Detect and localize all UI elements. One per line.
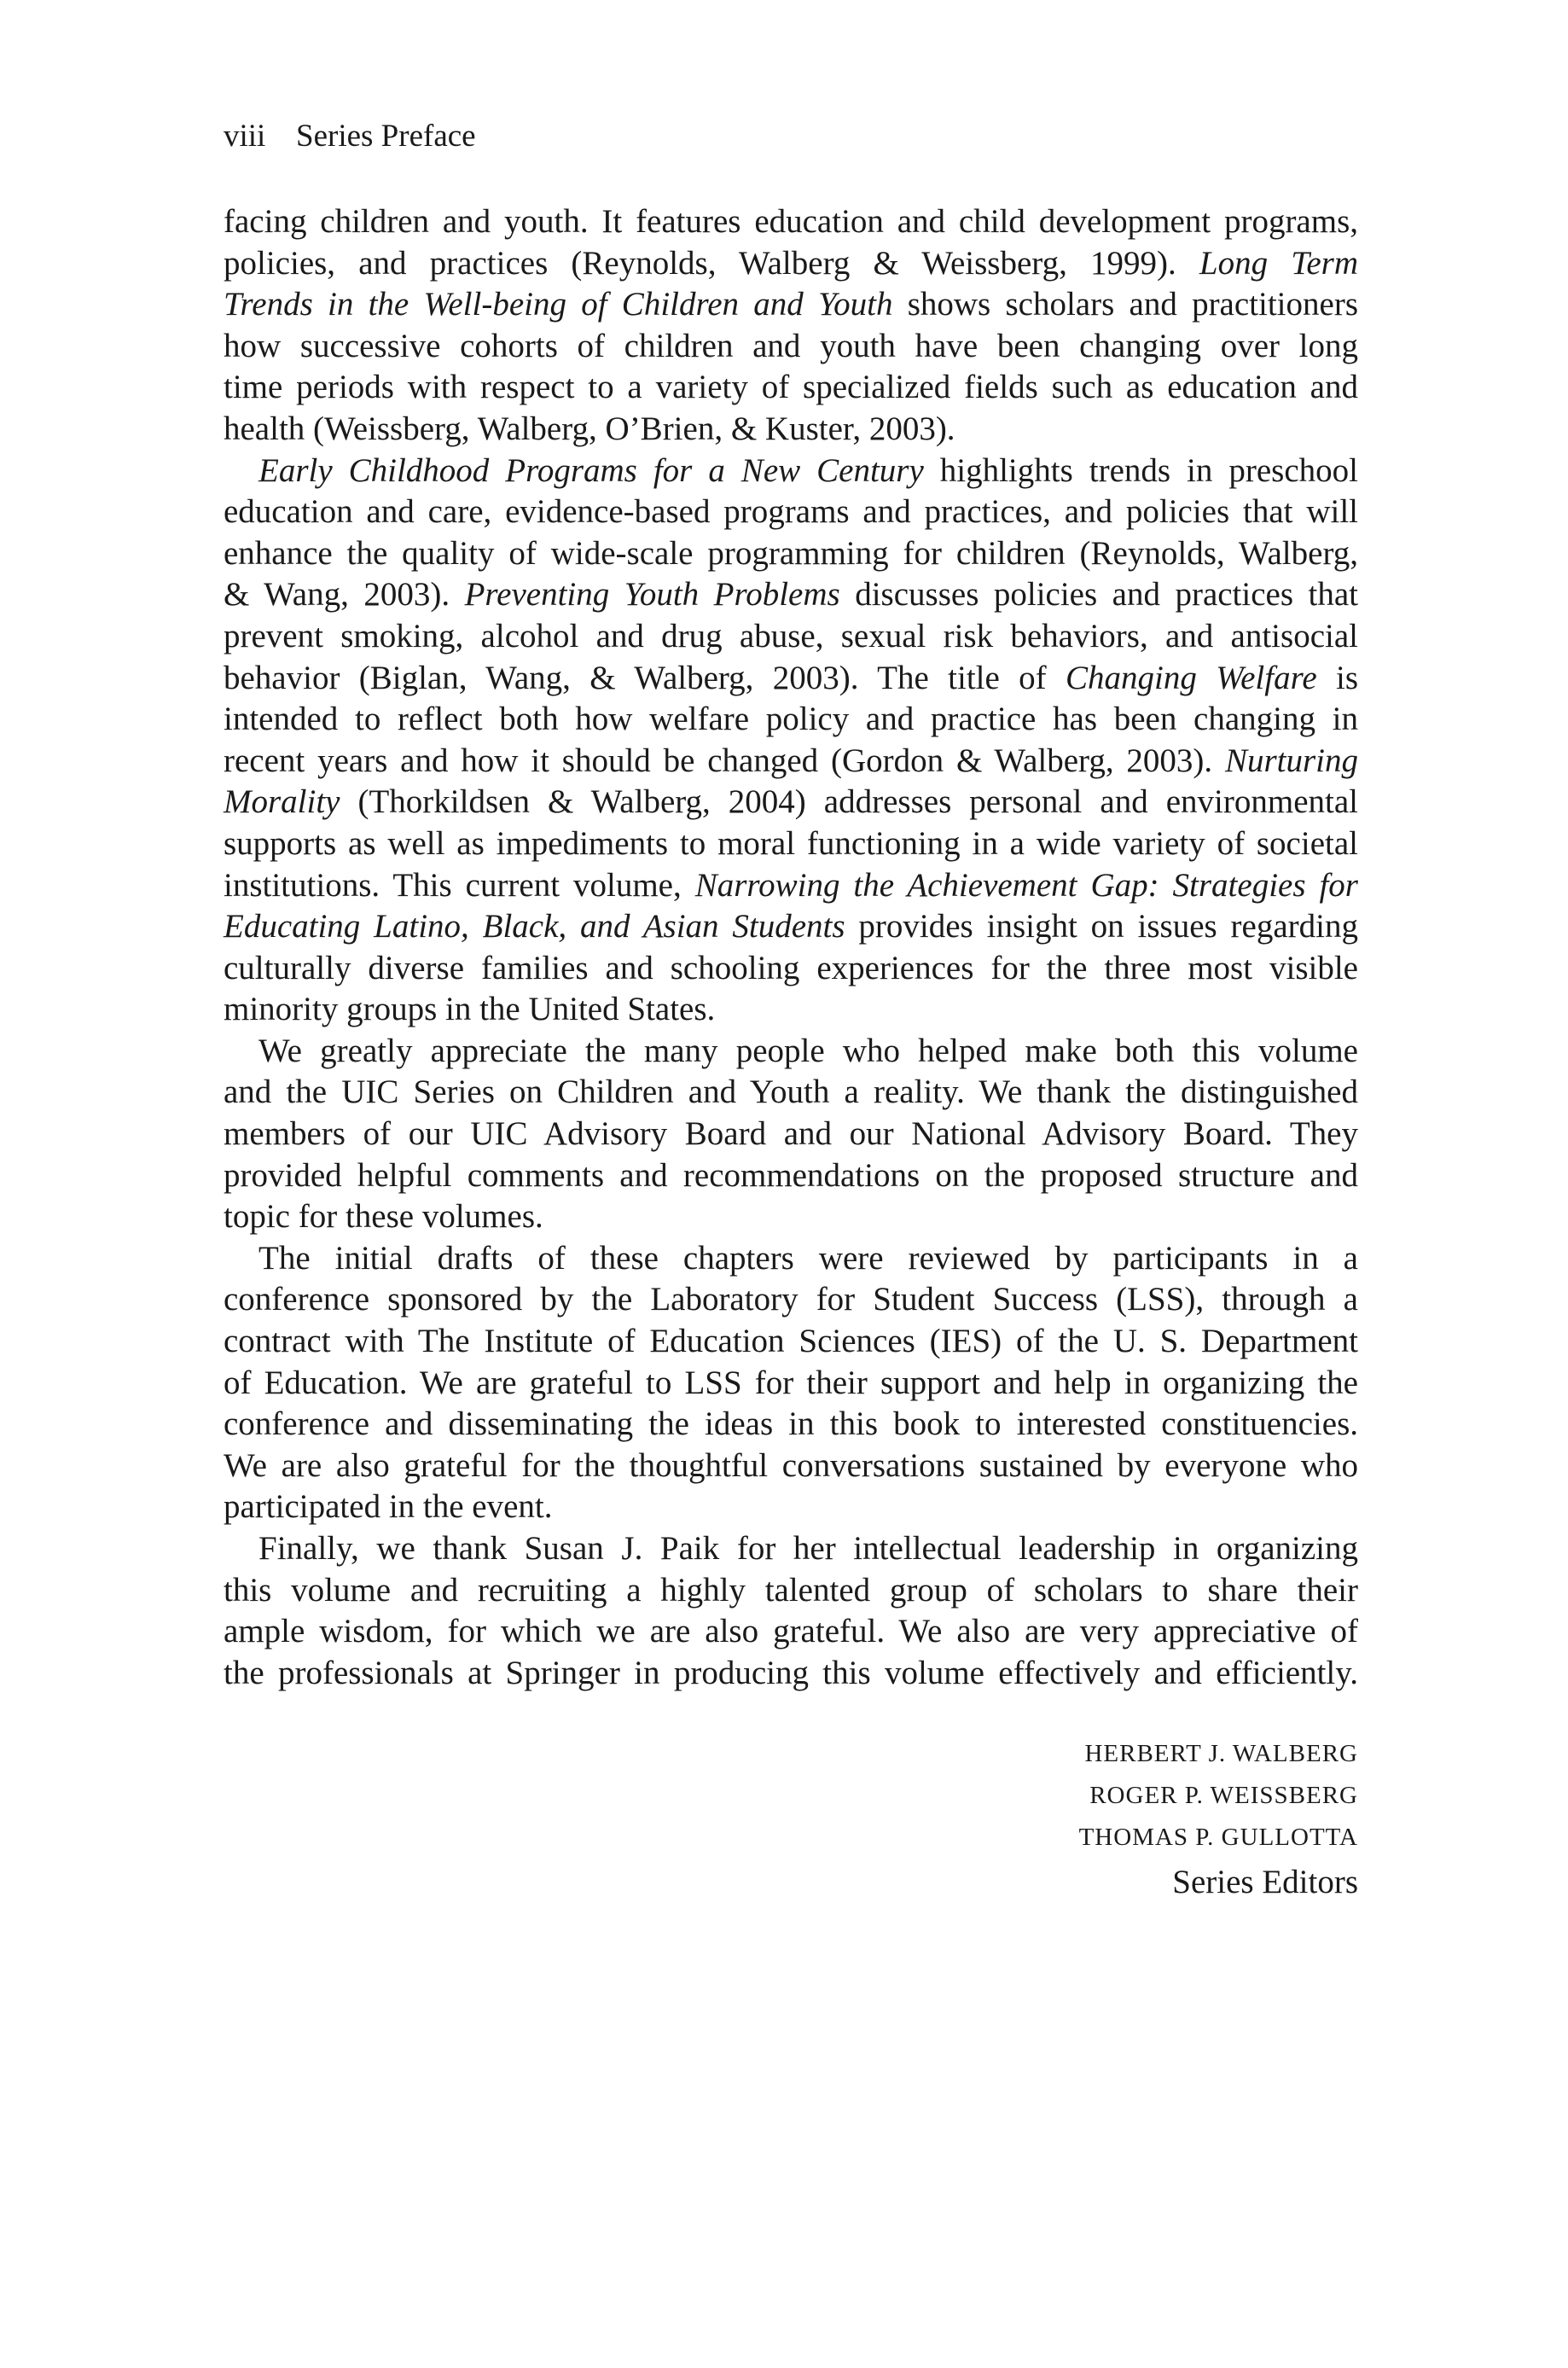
text-line [224,658,1358,700]
text-run: facing children and youth. It features education and child development programs, [224,203,1358,240]
paragraph [224,201,1358,451]
text-line [224,1611,1358,1653]
italic-title: Preventing Youth Problems [464,576,840,614]
text-line [224,823,1358,865]
text-line [224,906,1358,948]
text-line [224,367,1358,409]
text-run: discusses policies and practices that [839,576,1358,614]
text-line [224,1570,1358,1612]
text-line [224,699,1358,741]
text-run: highlights trends in preschool [923,451,1358,489]
text-run: (Thorkildsen & Walberg, 2004) addresses personal and environmental [340,783,1358,821]
text-line [224,201,1358,243]
text-run: participated in the event. [224,1488,553,1526]
text-run: culturally diverse families and schooling experiences for the three most visible [224,949,1358,986]
text-line [224,1114,1358,1155]
text-run: minority groups in the United States. [224,991,716,1028]
text-run: contract with The Institute of Education Sciences (IES) of the U. S. Department [224,1323,1358,1360]
text-run: topic for these volumes. [224,1198,543,1236]
italic-title: Morality [224,783,340,821]
text-line [224,326,1358,368]
paragraph [224,1238,1358,1528]
text-line [224,1238,1358,1280]
text-run: We are also grateful for the thoughtful conversations sustained by everyone who [224,1446,1358,1484]
text-run: recent years and how it should be changed (Gordon & Walberg, 2003). [224,742,1225,779]
text-run: The initial drafts of these chapters were reviewed by participants in a [258,1239,1358,1277]
text-line [224,451,1358,492]
text-line [224,948,1358,990]
paragraph [224,1528,1358,1694]
body-text [224,201,1358,1694]
text-run: provided helpful comments and recommendations on the proposed structure and [224,1156,1358,1194]
italic-title: Nurturing [1224,742,1358,779]
text-run: intended to reflect both how welfare policy and practice has been changing in [224,701,1358,738]
text-line [224,616,1358,658]
italic-title: Changing Welfare [1066,659,1317,696]
text-line [224,1528,1358,1570]
text-line [224,1653,1358,1695]
paragraph [224,1031,1358,1238]
page-number: viii [224,119,266,154]
text-line [224,1321,1358,1363]
italic-title: Long Term [1199,244,1358,282]
italic-title: Educating Latino, Black, and Asian Students [224,908,845,945]
italic-title: Early Childhood Programs for a New Century [258,451,924,489]
text-line [224,865,1358,907]
text-run: & Wang, 2003). [224,576,465,614]
text-line [224,1279,1358,1321]
text-run: this volume and recruiting a highly talented group of scholars to share their [224,1571,1358,1609]
text-line [224,243,1358,285]
text-run: how successive cohorts of children and youth have been changing over long [224,327,1358,364]
text-run: We greatly appreciate the many people who helped make both this volume [258,1032,1358,1069]
text-line [224,1363,1358,1405]
text-run: Finally, we thank Susan J. Paik for her intellectual leadership in organizing [258,1530,1358,1567]
signature-block [1079,1733,1358,1905]
text-run: and the UIC Series on Children and Youth a reality. We thank the distinguished [224,1073,1358,1111]
text-run: policies, and practices (Reynolds, Walberg & Weissberg, 1999). [224,244,1199,282]
text-run: enhance the quality of wide-scale programming for children (Reynolds, Walberg, [224,534,1358,572]
text-run: members of our UIC Advisory Board and our National Advisory Board. They [224,1115,1358,1153]
text-run: conference and disseminating the ideas in this book to interested constituencies. [224,1405,1358,1443]
text-line [224,533,1358,575]
text-line [224,1446,1358,1487]
text-run: ample wisdom, for which we are also grateful. We also are very appreciative of [224,1613,1358,1650]
text-run: shows scholars and practitioners [892,286,1358,323]
italic-title: Trends in the Well-being of Children and Youth [224,286,893,323]
text-run: education and care, evidence-based programs and practices, and policies that will [224,493,1358,531]
text-run: institutions. This current volume, [224,866,695,904]
editors-role: Series Editors [1172,1864,1358,1900]
text-line [224,1072,1358,1114]
text-run: time periods with respect to a variety of specialized fields such as education and [224,369,1358,406]
text-line [224,1487,1358,1528]
text-line [224,1404,1358,1446]
text-run: health (Weissberg, Walberg, O’Brien, & Kuster, 2003). [224,410,955,447]
text-run: the professionals at Springer in producing this volume effectively and efficiently. [224,1654,1358,1691]
text-line [224,989,1358,1031]
text-run: supports as well as impediments to moral functioning in a wide variety of societal [224,824,1358,862]
text-line [224,1031,1358,1073]
paragraph [224,451,1358,1031]
text-line [224,1196,1358,1238]
text-line [224,1155,1358,1197]
text-run: prevent smoking, alcohol and drug abuse, sexual risk behaviors, and antisocial [224,617,1358,655]
editor-name: ROGER P. WEISSBERG [1089,1782,1358,1809]
running-head [224,118,476,155]
italic-title: Narrowing the Achievement Gap: Strategies for [694,866,1358,904]
text-line [224,492,1358,533]
text-run: of Education. We are grateful to LSS for their support and help in organizing the [224,1364,1358,1401]
text-line [224,574,1358,616]
text-line [224,782,1358,823]
text-run: is [1316,659,1359,696]
text-line [224,741,1358,783]
text-line [224,284,1358,326]
text-run: behavior (Biglan, Wang, & Walberg, 2003). The title of [224,659,1066,696]
text-run: conference sponsored by the Laboratory for Student Success (LSS), through a [224,1281,1358,1318]
text-run: provides insight on issues regarding [845,908,1358,945]
running-head-title: Series Preface [296,119,476,154]
editor-name: HERBERT J. WALBERG [1084,1740,1358,1767]
text-line [224,409,1358,451]
editor-name: THOMAS P. GULLOTTA [1078,1824,1358,1851]
